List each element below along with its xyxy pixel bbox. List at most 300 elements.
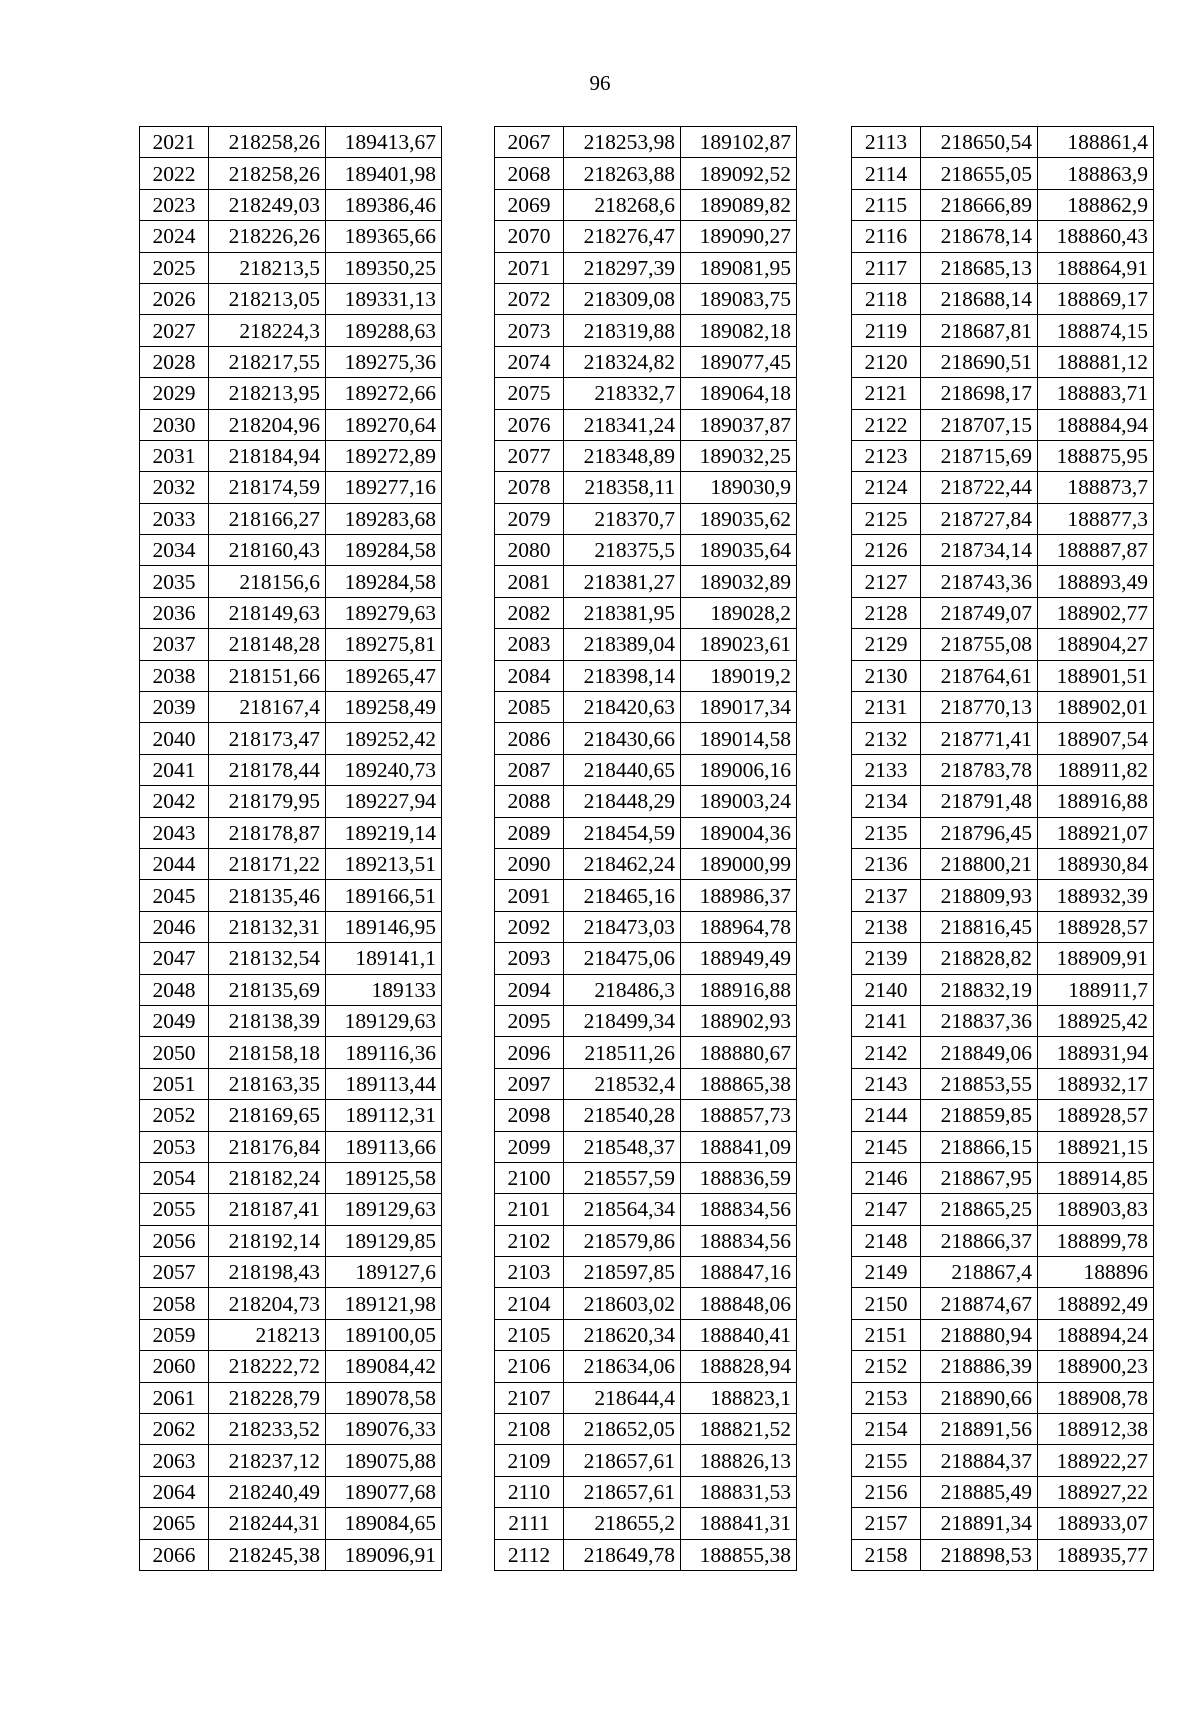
point-number-cell: 2068 xyxy=(495,158,564,189)
x-coordinate-cell: 218167,4 xyxy=(209,692,326,723)
table-row xyxy=(140,1194,442,1225)
x-coordinate-cell: 218666,89 xyxy=(921,189,1038,220)
point-number-cell: 2139 xyxy=(852,943,921,974)
table-row xyxy=(852,1068,1154,1099)
table-row xyxy=(495,1445,797,1476)
x-coordinate-cell: 218370,7 xyxy=(564,503,681,534)
table-row xyxy=(495,1162,797,1193)
x-coordinate-cell: 218687,81 xyxy=(921,315,1038,346)
y-coordinate-cell: 188903,83 xyxy=(1038,1194,1154,1225)
table-row xyxy=(140,1257,442,1288)
table-row xyxy=(852,597,1154,628)
x-coordinate-cell: 218381,27 xyxy=(564,566,681,597)
y-coordinate-cell: 189004,36 xyxy=(681,817,797,848)
point-number-cell: 2086 xyxy=(495,723,564,754)
y-coordinate-cell: 188949,49 xyxy=(681,943,797,974)
point-number-cell: 2031 xyxy=(140,440,209,471)
y-coordinate-cell: 188896 xyxy=(1038,1257,1154,1288)
point-number-cell: 2122 xyxy=(852,409,921,440)
point-number-cell: 2092 xyxy=(495,911,564,942)
point-number-cell: 2116 xyxy=(852,221,921,252)
y-coordinate-cell: 188922,27 xyxy=(1038,1445,1154,1476)
x-coordinate-cell: 218217,55 xyxy=(209,346,326,377)
table-row xyxy=(852,817,1154,848)
point-number-cell: 2148 xyxy=(852,1225,921,1256)
point-number-cell: 2023 xyxy=(140,189,209,220)
table-row xyxy=(140,283,442,314)
x-coordinate-cell: 218176,84 xyxy=(209,1131,326,1162)
point-number-cell: 2117 xyxy=(852,252,921,283)
y-coordinate-cell: 188911,7 xyxy=(1038,974,1154,1005)
table-row xyxy=(495,1476,797,1507)
table-row xyxy=(495,692,797,723)
table-row xyxy=(852,221,1154,252)
x-coordinate-cell: 218579,86 xyxy=(564,1225,681,1256)
x-coordinate-cell: 218886,39 xyxy=(921,1351,1038,1382)
table-row xyxy=(140,1225,442,1256)
x-coordinate-cell: 218332,7 xyxy=(564,378,681,409)
point-number-cell: 2103 xyxy=(495,1257,564,1288)
point-number-cell: 2038 xyxy=(140,660,209,691)
y-coordinate-cell: 189077,45 xyxy=(681,346,797,377)
y-coordinate-cell: 189386,46 xyxy=(326,189,442,220)
point-number-cell: 2157 xyxy=(852,1508,921,1539)
x-coordinate-cell: 218348,89 xyxy=(564,440,681,471)
table-row xyxy=(495,1382,797,1413)
y-coordinate-cell: 188900,23 xyxy=(1038,1351,1154,1382)
table-row xyxy=(852,1100,1154,1131)
y-coordinate-cell: 188873,7 xyxy=(1038,472,1154,503)
x-coordinate-cell: 218324,82 xyxy=(564,346,681,377)
table-row xyxy=(852,1445,1154,1476)
x-coordinate-cell: 218148,28 xyxy=(209,629,326,660)
x-coordinate-cell: 218853,55 xyxy=(921,1068,1038,1099)
point-number-cell: 2142 xyxy=(852,1037,921,1068)
point-number-cell: 2022 xyxy=(140,158,209,189)
y-coordinate-cell: 188902,01 xyxy=(1038,692,1154,723)
x-coordinate-cell: 218473,03 xyxy=(564,911,681,942)
x-coordinate-cell: 218358,11 xyxy=(564,472,681,503)
point-number-cell: 2097 xyxy=(495,1068,564,1099)
table-row xyxy=(852,1162,1154,1193)
point-number-cell: 2044 xyxy=(140,848,209,879)
point-number-cell: 2033 xyxy=(140,503,209,534)
table-row xyxy=(852,1319,1154,1350)
table-row xyxy=(140,440,442,471)
y-coordinate-cell: 189014,58 xyxy=(681,723,797,754)
y-coordinate-cell: 188925,42 xyxy=(1038,1005,1154,1036)
y-coordinate-cell: 189284,58 xyxy=(326,535,442,566)
point-number-cell: 2062 xyxy=(140,1414,209,1445)
x-coordinate-cell: 218885,49 xyxy=(921,1476,1038,1507)
point-number-cell: 2098 xyxy=(495,1100,564,1131)
point-number-cell: 2074 xyxy=(495,346,564,377)
x-coordinate-cell: 218685,13 xyxy=(921,252,1038,283)
x-coordinate-cell: 218620,34 xyxy=(564,1319,681,1350)
point-number-cell: 2121 xyxy=(852,378,921,409)
table-row xyxy=(495,1257,797,1288)
x-coordinate-cell: 218160,43 xyxy=(209,535,326,566)
y-coordinate-cell: 189003,24 xyxy=(681,786,797,817)
y-coordinate-cell: 189129,63 xyxy=(326,1194,442,1225)
x-coordinate-cell: 218796,45 xyxy=(921,817,1038,848)
table-row xyxy=(495,1131,797,1162)
y-coordinate-cell: 188884,94 xyxy=(1038,409,1154,440)
point-number-cell: 2057 xyxy=(140,1257,209,1288)
y-coordinate-cell: 189133 xyxy=(326,974,442,1005)
table-row xyxy=(495,597,797,628)
y-coordinate-cell: 189037,87 xyxy=(681,409,797,440)
x-coordinate-cell: 218156,6 xyxy=(209,566,326,597)
x-coordinate-cell: 218764,61 xyxy=(921,660,1038,691)
table-row xyxy=(495,1100,797,1131)
x-coordinate-cell: 218634,06 xyxy=(564,1351,681,1382)
y-coordinate-cell: 188909,91 xyxy=(1038,943,1154,974)
y-coordinate-cell: 189121,98 xyxy=(326,1288,442,1319)
y-coordinate-cell: 189413,67 xyxy=(326,127,442,158)
point-number-cell: 2029 xyxy=(140,378,209,409)
y-coordinate-cell: 188841,09 xyxy=(681,1131,797,1162)
table-row xyxy=(140,786,442,817)
y-coordinate-cell: 189017,34 xyxy=(681,692,797,723)
x-coordinate-cell: 218749,07 xyxy=(921,597,1038,628)
y-coordinate-cell: 189127,6 xyxy=(326,1257,442,1288)
point-number-cell: 2076 xyxy=(495,409,564,440)
y-coordinate-cell: 189277,16 xyxy=(326,472,442,503)
y-coordinate-cell: 188869,17 xyxy=(1038,283,1154,314)
point-number-cell: 2054 xyxy=(140,1162,209,1193)
y-coordinate-cell: 189141,1 xyxy=(326,943,442,974)
y-coordinate-cell: 189331,13 xyxy=(326,283,442,314)
y-coordinate-cell: 188964,78 xyxy=(681,911,797,942)
table-row xyxy=(852,127,1154,158)
table-row xyxy=(140,503,442,534)
x-coordinate-cell: 218253,98 xyxy=(564,127,681,158)
table-row xyxy=(852,692,1154,723)
table-row xyxy=(852,1131,1154,1162)
table-row xyxy=(140,1319,442,1350)
point-number-cell: 2028 xyxy=(140,346,209,377)
table-row xyxy=(852,409,1154,440)
table-row xyxy=(495,974,797,1005)
y-coordinate-cell: 188828,94 xyxy=(681,1351,797,1382)
table-row xyxy=(852,566,1154,597)
x-coordinate-cell: 218832,19 xyxy=(921,974,1038,1005)
table-row xyxy=(140,1476,442,1507)
point-number-cell: 2050 xyxy=(140,1037,209,1068)
x-coordinate-cell: 218132,54 xyxy=(209,943,326,974)
table-row xyxy=(495,1037,797,1068)
table-row xyxy=(495,535,797,566)
y-coordinate-cell: 188921,07 xyxy=(1038,817,1154,848)
y-coordinate-cell: 188864,91 xyxy=(1038,252,1154,283)
y-coordinate-cell: 189288,63 xyxy=(326,315,442,346)
table-row xyxy=(852,848,1154,879)
y-coordinate-cell: 188893,49 xyxy=(1038,566,1154,597)
x-coordinate-cell: 218783,78 xyxy=(921,754,1038,785)
x-coordinate-cell: 218169,65 xyxy=(209,1100,326,1131)
x-coordinate-cell: 218511,26 xyxy=(564,1037,681,1068)
x-coordinate-cell: 218173,47 xyxy=(209,723,326,754)
x-coordinate-cell: 218222,72 xyxy=(209,1351,326,1382)
y-coordinate-cell: 189116,36 xyxy=(326,1037,442,1068)
table-row xyxy=(495,221,797,252)
y-coordinate-cell: 188881,12 xyxy=(1038,346,1154,377)
x-coordinate-cell: 218263,88 xyxy=(564,158,681,189)
y-coordinate-cell: 188836,59 xyxy=(681,1162,797,1193)
x-coordinate-cell: 218865,25 xyxy=(921,1194,1038,1225)
table-row xyxy=(495,1068,797,1099)
table-row xyxy=(140,1508,442,1539)
table-row xyxy=(140,409,442,440)
x-coordinate-cell: 218192,14 xyxy=(209,1225,326,1256)
x-coordinate-cell: 218499,34 xyxy=(564,1005,681,1036)
y-coordinate-cell: 188928,57 xyxy=(1038,911,1154,942)
x-coordinate-cell: 218532,4 xyxy=(564,1068,681,1099)
table-row xyxy=(140,848,442,879)
x-coordinate-cell: 218564,34 xyxy=(564,1194,681,1225)
y-coordinate-cell: 189084,65 xyxy=(326,1508,442,1539)
y-coordinate-cell: 188930,84 xyxy=(1038,848,1154,879)
table-row xyxy=(495,1194,797,1225)
point-number-cell: 2035 xyxy=(140,566,209,597)
point-number-cell: 2039 xyxy=(140,692,209,723)
x-coordinate-cell: 218249,03 xyxy=(209,189,326,220)
table-row xyxy=(852,472,1154,503)
y-coordinate-cell: 188902,77 xyxy=(1038,597,1154,628)
x-coordinate-cell: 218475,06 xyxy=(564,943,681,974)
x-coordinate-cell: 218859,85 xyxy=(921,1100,1038,1131)
x-coordinate-cell: 218652,05 xyxy=(564,1414,681,1445)
y-coordinate-cell: 189035,64 xyxy=(681,535,797,566)
x-coordinate-cell: 218698,17 xyxy=(921,378,1038,409)
x-coordinate-cell: 218135,46 xyxy=(209,880,326,911)
point-number-cell: 2093 xyxy=(495,943,564,974)
point-number-cell: 2048 xyxy=(140,974,209,1005)
table-row xyxy=(495,503,797,534)
point-number-cell: 2144 xyxy=(852,1100,921,1131)
table-row xyxy=(495,252,797,283)
point-number-cell: 2138 xyxy=(852,911,921,942)
point-number-cell: 2153 xyxy=(852,1382,921,1413)
y-coordinate-cell: 188932,39 xyxy=(1038,880,1154,911)
point-number-cell: 2052 xyxy=(140,1100,209,1131)
y-coordinate-cell: 189219,14 xyxy=(326,817,442,848)
x-coordinate-cell: 218213,05 xyxy=(209,283,326,314)
point-number-cell: 2084 xyxy=(495,660,564,691)
y-coordinate-cell: 189166,51 xyxy=(326,880,442,911)
table-row xyxy=(140,1382,442,1413)
table-row xyxy=(852,378,1154,409)
point-number-cell: 2087 xyxy=(495,754,564,785)
x-coordinate-cell: 218204,73 xyxy=(209,1288,326,1319)
table-row xyxy=(495,1414,797,1445)
point-number-cell: 2102 xyxy=(495,1225,564,1256)
table-row xyxy=(852,1194,1154,1225)
y-coordinate-cell: 189227,94 xyxy=(326,786,442,817)
y-coordinate-cell: 188841,31 xyxy=(681,1508,797,1539)
table-row xyxy=(140,1351,442,1382)
coordinates-table-right xyxy=(851,126,1154,1571)
y-coordinate-cell: 188855,38 xyxy=(681,1539,797,1570)
table-row xyxy=(852,660,1154,691)
point-number-cell: 2091 xyxy=(495,880,564,911)
x-coordinate-cell: 218880,94 xyxy=(921,1319,1038,1350)
x-coordinate-cell: 218690,51 xyxy=(921,346,1038,377)
table-row xyxy=(852,1225,1154,1256)
point-number-cell: 2149 xyxy=(852,1257,921,1288)
y-coordinate-cell: 189252,42 xyxy=(326,723,442,754)
x-coordinate-cell: 218135,69 xyxy=(209,974,326,1005)
point-number-cell: 2047 xyxy=(140,943,209,974)
table-row xyxy=(140,378,442,409)
x-coordinate-cell: 218891,56 xyxy=(921,1414,1038,1445)
point-number-cell: 2060 xyxy=(140,1351,209,1382)
table-row xyxy=(495,754,797,785)
table-row xyxy=(140,221,442,252)
point-number-cell: 2078 xyxy=(495,472,564,503)
x-coordinate-cell: 218268,6 xyxy=(564,189,681,220)
table-row xyxy=(140,754,442,785)
y-coordinate-cell: 188933,07 xyxy=(1038,1508,1154,1539)
y-coordinate-cell: 188894,24 xyxy=(1038,1319,1154,1350)
table-row xyxy=(852,1037,1154,1068)
table-row xyxy=(852,1508,1154,1539)
y-coordinate-cell: 188908,78 xyxy=(1038,1382,1154,1413)
y-coordinate-cell: 189035,62 xyxy=(681,503,797,534)
point-number-cell: 2134 xyxy=(852,786,921,817)
table-row xyxy=(852,723,1154,754)
y-coordinate-cell: 188883,71 xyxy=(1038,378,1154,409)
point-number-cell: 2135 xyxy=(852,817,921,848)
point-number-cell: 2156 xyxy=(852,1476,921,1507)
x-coordinate-cell: 218389,04 xyxy=(564,629,681,660)
point-number-cell: 2082 xyxy=(495,597,564,628)
y-coordinate-cell: 189270,64 xyxy=(326,409,442,440)
point-number-cell: 2045 xyxy=(140,880,209,911)
table-row xyxy=(140,723,442,754)
y-coordinate-cell: 189032,89 xyxy=(681,566,797,597)
point-number-cell: 2120 xyxy=(852,346,921,377)
point-number-cell: 2108 xyxy=(495,1414,564,1445)
point-number-cell: 2158 xyxy=(852,1539,921,1570)
y-coordinate-cell: 189284,58 xyxy=(326,566,442,597)
y-coordinate-cell: 189213,51 xyxy=(326,848,442,879)
x-coordinate-cell: 218649,78 xyxy=(564,1539,681,1570)
table-row xyxy=(495,1319,797,1350)
table-row xyxy=(140,692,442,723)
x-coordinate-cell: 218734,14 xyxy=(921,535,1038,566)
x-coordinate-cell: 218727,84 xyxy=(921,503,1038,534)
y-coordinate-cell: 188935,77 xyxy=(1038,1539,1154,1570)
x-coordinate-cell: 218309,08 xyxy=(564,283,681,314)
x-coordinate-cell: 218454,59 xyxy=(564,817,681,848)
y-coordinate-cell: 188862,9 xyxy=(1038,189,1154,220)
point-number-cell: 2113 xyxy=(852,127,921,158)
y-coordinate-cell: 189096,91 xyxy=(326,1539,442,1570)
point-number-cell: 2058 xyxy=(140,1288,209,1319)
x-coordinate-cell: 218867,4 xyxy=(921,1257,1038,1288)
point-number-cell: 2126 xyxy=(852,535,921,566)
point-number-cell: 2041 xyxy=(140,754,209,785)
table-row xyxy=(140,943,442,974)
table-row xyxy=(495,911,797,942)
table-row xyxy=(495,440,797,471)
y-coordinate-cell: 188860,43 xyxy=(1038,221,1154,252)
point-number-cell: 2155 xyxy=(852,1445,921,1476)
point-number-cell: 2061 xyxy=(140,1382,209,1413)
point-number-cell: 2152 xyxy=(852,1351,921,1382)
point-number-cell: 2064 xyxy=(140,1476,209,1507)
y-coordinate-cell: 188821,52 xyxy=(681,1414,797,1445)
table-row xyxy=(495,1351,797,1382)
table-row xyxy=(140,1414,442,1445)
y-coordinate-cell: 189075,88 xyxy=(326,1445,442,1476)
point-number-cell: 2080 xyxy=(495,535,564,566)
table-row xyxy=(140,660,442,691)
x-coordinate-cell: 218548,37 xyxy=(564,1131,681,1162)
point-number-cell: 2090 xyxy=(495,848,564,879)
x-coordinate-cell: 218224,3 xyxy=(209,315,326,346)
y-coordinate-cell: 188912,38 xyxy=(1038,1414,1154,1445)
y-coordinate-cell: 189084,42 xyxy=(326,1351,442,1382)
table-row xyxy=(495,660,797,691)
point-number-cell: 2026 xyxy=(140,283,209,314)
table-row xyxy=(140,346,442,377)
table-row xyxy=(852,943,1154,974)
point-number-cell: 2133 xyxy=(852,754,921,785)
point-number-cell: 2147 xyxy=(852,1194,921,1225)
point-number-cell: 2129 xyxy=(852,629,921,660)
x-coordinate-cell: 218174,59 xyxy=(209,472,326,503)
x-coordinate-cell: 218816,45 xyxy=(921,911,1038,942)
x-coordinate-cell: 218448,29 xyxy=(564,786,681,817)
point-number-cell: 2136 xyxy=(852,848,921,879)
x-coordinate-cell: 218149,63 xyxy=(209,597,326,628)
x-coordinate-cell: 218171,22 xyxy=(209,848,326,879)
y-coordinate-cell: 188863,9 xyxy=(1038,158,1154,189)
y-coordinate-cell: 189092,52 xyxy=(681,158,797,189)
x-coordinate-cell: 218597,85 xyxy=(564,1257,681,1288)
point-number-cell: 2049 xyxy=(140,1005,209,1036)
point-number-cell: 2107 xyxy=(495,1382,564,1413)
table-row xyxy=(495,1225,797,1256)
point-number-cell: 2151 xyxy=(852,1319,921,1350)
x-coordinate-cell: 218163,35 xyxy=(209,1068,326,1099)
x-coordinate-cell: 218245,38 xyxy=(209,1539,326,1570)
point-number-cell: 2154 xyxy=(852,1414,921,1445)
table-row xyxy=(495,1288,797,1319)
point-number-cell: 2141 xyxy=(852,1005,921,1036)
point-number-cell: 2094 xyxy=(495,974,564,1005)
x-coordinate-cell: 218258,26 xyxy=(209,158,326,189)
table-row xyxy=(495,786,797,817)
point-number-cell: 2051 xyxy=(140,1068,209,1099)
x-coordinate-cell: 218644,4 xyxy=(564,1382,681,1413)
x-coordinate-cell: 218178,87 xyxy=(209,817,326,848)
x-coordinate-cell: 218707,15 xyxy=(921,409,1038,440)
y-coordinate-cell: 189019,2 xyxy=(681,660,797,691)
x-coordinate-cell: 218540,28 xyxy=(564,1100,681,1131)
table-row xyxy=(140,252,442,283)
point-number-cell: 2027 xyxy=(140,315,209,346)
y-coordinate-cell: 189112,31 xyxy=(326,1100,442,1131)
x-coordinate-cell: 218233,52 xyxy=(209,1414,326,1445)
y-coordinate-cell: 188834,56 xyxy=(681,1194,797,1225)
table-row xyxy=(852,283,1154,314)
table-row xyxy=(140,1539,442,1570)
x-coordinate-cell: 218688,14 xyxy=(921,283,1038,314)
